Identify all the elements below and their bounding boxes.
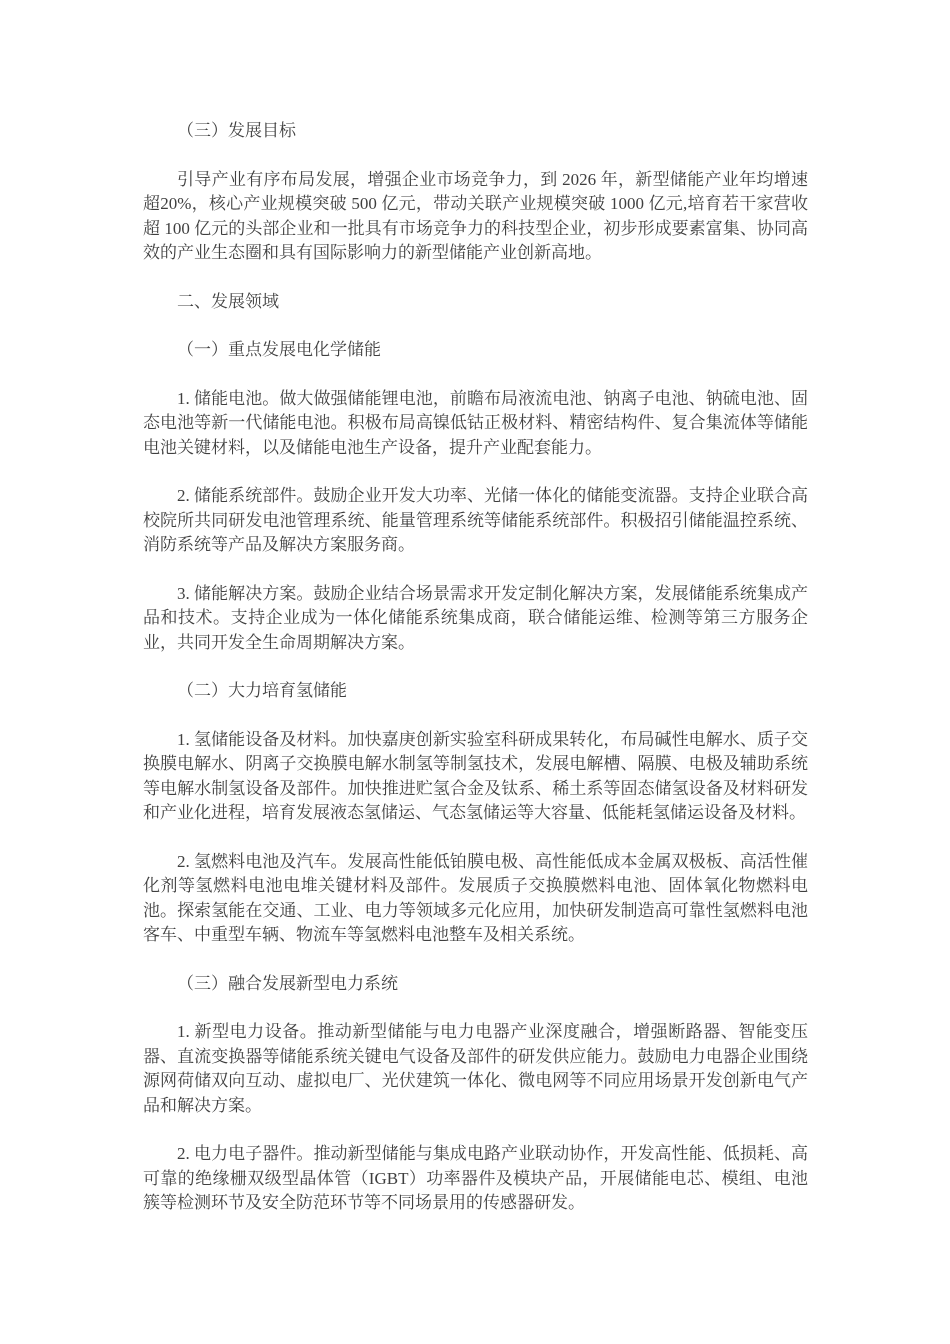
body-paragraph: 1. 氢储能设备及材料。加快嘉庚创新实验室科研成果转化，布局碱性电解水、质子交换膜电解水、阴离子交换膜电解水制氢等制氢技术，发展电解槽、隔膜、电极及辅助系统等电解水制氢设备及部件。加快推进贮氢合金及钛系、稀土系等固态储氢设备及材料研发和产业化进程，培育发展液态氢储运、气态氢储运等大容量、低能耗氢储运设备及材料。 (143, 729, 808, 822)
section-heading: 二、发展领域 (177, 291, 279, 311)
body-paragraph: 1. 储能电池。做大做强储能锂电池，前瞻布局液流电池、钠离子电池、钠硫电池、固态电池等新一代储能电池。积极布局高镍低钴正极材料、精密结构件、复合集流体等储能电池关键材料，以及储能电池生产设备，提升产业配套能力。 (143, 388, 808, 457)
body-paragraph: 引导产业有序布局发展，增强企业市场竞争力，到 2026 年，新型储能产业年均增速超20%，核心产业规模突破 500 亿元，带动关联产业规模突破 1000 亿元,培育若干家营收超 100 亿元的头部企业和一批具有市场竞争力的科技型企业，初步形成要素富集、协同高效的产业生态圈和具有国际影响力的新型储能产业创新高地。 (143, 169, 808, 262)
section-heading: （一）重点发展电化学储能 (177, 340, 381, 359)
body-paragraph: 2. 氢燃料电池及汽车。发展高性能低铂膜电极、高性能低成本金属双极板、高活性催化剂等氢燃料电池电堆关键材料及部件。发展质子交换膜燃料电池、固体氧化物燃料电池。探索氢能在交通、工业、电力等领域多元化应用，加快研发制造高可靠性氢燃料电池客车、中重型车辆、物流车等氢燃料电池整车及相关系统。 (143, 851, 808, 944)
body-paragraph: 3. 储能解决方案。鼓励企业结合场景需求开发定制化解决方案，发展储能系统集成产品和技术。支持企业成为一体化储能系统集成商，联合储能运维、检测等第三方服务企业，共同开发全生命周期解决方案。 (143, 583, 808, 652)
section-heading: （三）融合发展新型电力系统 (177, 973, 398, 993)
section-heading: （二）大力培育氢储能 (177, 681, 347, 700)
section-heading: （三）发展目标 (177, 121, 296, 140)
body-paragraph: 2. 储能系统部件。鼓励企业开发大功率、光储一体化的储能变流器。支持企业联合高校院所共同研发电池管理系统、能量管理系统等储能系统部件。积极招引储能温控系统、消防系统等产品及解决方案服务商。 (143, 486, 808, 554)
body-paragraph: 2. 电力电子器件。推动新型储能与集成电路产业联动协作，开发高性能、低损耗、高可靠的绝缘栅双级型晶体管（IGBT）功率器件及模块产品，开展储能电芯、模组、电池簇等检测环节及安全防范环节等不同场景用的传感器研发。 (143, 1144, 808, 1212)
body-paragraph: 1. 新型电力设备。推动新型储能与电力电器产业深度融合，增强断路器、智能变压器、直流变换器等储能系统关键电气设备及部件的研发供应能力。鼓励电力电器企业围绕源网荷储双向互动、虚拟电厂、光伏建筑一体化、微电网等不同应用场景开发创新电气产品和解决方案。 (143, 1022, 808, 1115)
